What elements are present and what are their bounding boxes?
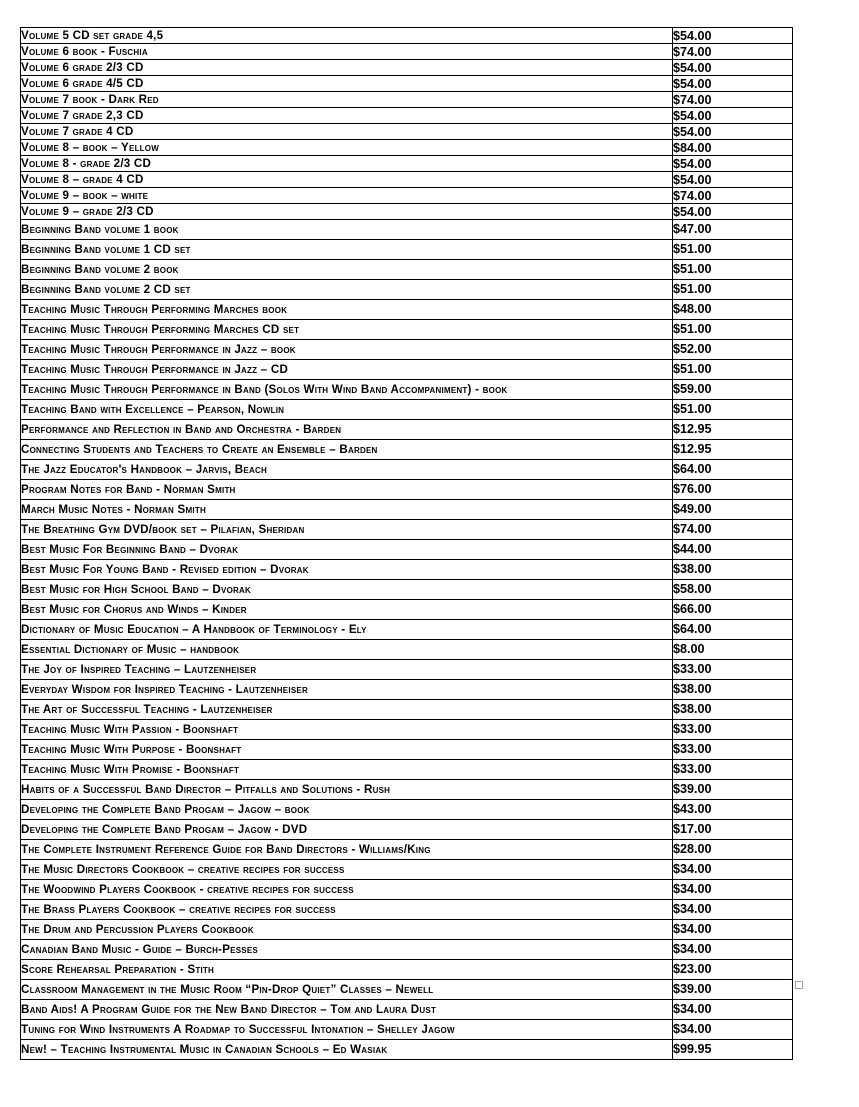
item-cell [21, 660, 673, 680]
table-row [21, 560, 793, 580]
item-cell [21, 360, 673, 380]
item-name: The Woodwind Players Cookbook - creative recipes for success [21, 882, 354, 896]
item-cell [21, 420, 673, 440]
item-price: $84.00 [673, 140, 712, 155]
item-cell [21, 580, 673, 600]
item-cell [21, 960, 673, 980]
item-price: $54.00 [673, 204, 712, 219]
item-cell [21, 680, 673, 700]
item-cell [21, 156, 673, 172]
item-cell [21, 440, 673, 460]
item-cell [21, 60, 673, 76]
item-name: Everyday Wisdom for Inspired Teaching - Lautzenheiser [21, 682, 308, 696]
item-name: New! – Teaching Instrumental Music in Canadian Schools – Ed Wasiak [21, 1042, 388, 1056]
item-name: Connecting Students and Teachers to Create an Ensemble – Barden [21, 442, 378, 456]
table-row [21, 980, 793, 1000]
item-price: $74.00 [673, 92, 712, 107]
price-cell [673, 124, 793, 140]
table-row [21, 320, 793, 340]
price-cell [673, 860, 793, 880]
item-name: Teaching Music Through Performance in Jazz – CD [21, 362, 289, 376]
item-cell [21, 700, 673, 720]
table-row [21, 360, 793, 380]
price-cell [673, 460, 793, 480]
item-price: $51.00 [673, 282, 712, 296]
item-cell [21, 880, 673, 900]
item-price: $34.00 [673, 882, 712, 896]
table-row [21, 540, 793, 560]
item-name: Teaching Music Through Performing Marches book [21, 302, 288, 316]
table-row [21, 240, 793, 260]
table-row [21, 660, 793, 680]
item-price: $12.95 [673, 442, 712, 456]
price-table [20, 27, 793, 1060]
item-name: Volume 7 grade 2,3 CD [21, 109, 144, 122]
price-cell [673, 400, 793, 420]
item-cell [21, 740, 673, 760]
item-price: $54.00 [673, 60, 712, 75]
price-cell [673, 44, 793, 60]
item-price: $52.00 [673, 342, 712, 356]
item-cell [21, 560, 673, 580]
item-price: $51.00 [673, 362, 712, 376]
item-price: $33.00 [673, 762, 712, 776]
item-name: Volume 9 – grade 2/3 CD [21, 205, 154, 218]
table-row [21, 920, 793, 940]
item-price: $48.00 [673, 302, 712, 316]
item-price: $54.00 [673, 172, 712, 187]
price-cell [673, 260, 793, 280]
item-cell [21, 620, 673, 640]
item-name: Habits of a Successful Band Director – Pitfalls and Solutions - Rush [21, 782, 391, 796]
price-cell [673, 320, 793, 340]
table-row [21, 1020, 793, 1040]
item-cell [21, 260, 673, 280]
item-name: Volume 5 CD set grade 4,5 [21, 29, 164, 42]
price-cell [673, 600, 793, 620]
table-row [21, 960, 793, 980]
item-price: $34.00 [673, 922, 712, 936]
item-cell [21, 860, 673, 880]
item-name: Best Music For Beginning Band – Dvorak [21, 542, 239, 556]
item-price: $12.95 [673, 422, 712, 436]
price-cell [673, 880, 793, 900]
item-price: $49.00 [673, 502, 712, 516]
item-name: Tuning for Wind Instruments A Roadmap to Successful Intonation – Shelley Jagow [21, 1022, 455, 1036]
price-cell [673, 740, 793, 760]
table-row [21, 760, 793, 780]
item-cell [21, 28, 673, 44]
price-cell [673, 760, 793, 780]
item-price: $76.00 [673, 482, 712, 496]
price-cell [673, 60, 793, 76]
price-cell [673, 156, 793, 172]
item-cell [21, 140, 673, 156]
item-name: March Music Notes - Norman Smith [21, 502, 206, 516]
table-row [21, 380, 793, 400]
table-row [21, 172, 793, 188]
item-price: $38.00 [673, 682, 712, 696]
price-cell [673, 920, 793, 940]
item-name: Program Notes for Band - Norman Smith [21, 482, 236, 496]
price-cell [673, 700, 793, 720]
item-price: $58.00 [673, 582, 712, 596]
table-row [21, 500, 793, 520]
table-row [21, 108, 793, 124]
table-row [21, 188, 793, 204]
table-row [21, 340, 793, 360]
price-cell [673, 92, 793, 108]
price-cell [673, 840, 793, 860]
item-cell [21, 380, 673, 400]
price-cell [673, 800, 793, 820]
table-row [21, 28, 793, 44]
item-cell [21, 980, 673, 1000]
item-name: The Music Directors Cookbook – creative recipes for success [21, 862, 345, 876]
item-name: The Art of Successful Teaching - Lautzenheiser [21, 702, 273, 716]
item-price: $34.00 [673, 942, 712, 956]
price-cell [673, 940, 793, 960]
item-name: Teaching Music Through Performing Marches CD set [21, 322, 300, 336]
table-row [21, 140, 793, 156]
item-cell [21, 188, 673, 204]
table-row [21, 220, 793, 240]
item-cell [21, 900, 673, 920]
item-name: Volume 9 – book – white [21, 189, 149, 202]
item-price: $64.00 [673, 462, 712, 476]
table-row [21, 900, 793, 920]
item-price: $34.00 [673, 862, 712, 876]
item-price: $44.00 [673, 542, 712, 556]
item-price: $8.00 [673, 642, 705, 656]
price-cell [673, 188, 793, 204]
item-cell [21, 340, 673, 360]
item-price: $54.00 [673, 28, 712, 43]
item-name: Canadian Band Music - Guide – Burch-Pesses [21, 942, 259, 956]
item-price: $38.00 [673, 702, 712, 716]
item-price: $33.00 [673, 742, 712, 756]
price-cell [673, 520, 793, 540]
item-cell [21, 940, 673, 960]
price-cell [673, 108, 793, 124]
item-name: Teaching Music Through Performance in Band (Solos With Wind Band Accompaniment) - book [21, 382, 508, 396]
item-cell [21, 400, 673, 420]
table-row [21, 840, 793, 860]
price-cell [673, 440, 793, 460]
price-cell [673, 340, 793, 360]
item-name: Volume 8 – grade 4 CD [21, 173, 144, 186]
item-name: Volume 8 - grade 2/3 CD [21, 157, 152, 170]
item-name: The Brass Players Cookbook – creative recipes for success [21, 902, 336, 916]
table-row [21, 204, 793, 220]
price-cell [673, 300, 793, 320]
item-name: The Drum and Percussion Players Cookbook [21, 922, 254, 936]
table-row [21, 1040, 793, 1060]
table-row [21, 440, 793, 460]
price-cell [673, 900, 793, 920]
price-cell [673, 500, 793, 520]
item-price: $99.95 [673, 1042, 712, 1056]
price-cell [673, 204, 793, 220]
item-name: Performance and Reflection in Band and Orchestra - Barden [21, 422, 342, 436]
table-row [21, 280, 793, 300]
item-name: Classroom Management in the Music Room “Pin-Drop Quiet” Classes – Newell [21, 982, 434, 996]
item-cell [21, 920, 673, 940]
table-row [21, 780, 793, 800]
price-cell [673, 140, 793, 156]
item-name: Developing the Complete Band Progam – Jagow – book [21, 802, 310, 816]
item-price: $39.00 [673, 982, 712, 996]
item-cell [21, 108, 673, 124]
item-price: $74.00 [673, 188, 712, 203]
table-resize-handle[interactable] [795, 981, 803, 989]
price-cell [673, 660, 793, 680]
item-cell [21, 640, 673, 660]
item-cell [21, 320, 673, 340]
item-price: $34.00 [673, 902, 712, 916]
item-name: Teaching Music With Promise - Boonshaft [21, 762, 240, 776]
price-cell [673, 960, 793, 980]
item-name: The Jazz Educator's Handbook – Jarvis, Beach [21, 462, 267, 476]
item-cell [21, 720, 673, 740]
item-price: $34.00 [673, 1002, 712, 1016]
item-price: $51.00 [673, 262, 712, 276]
item-price: $47.00 [673, 222, 712, 236]
item-cell [21, 124, 673, 140]
price-cell [673, 220, 793, 240]
price-table-body [21, 28, 793, 1060]
table-row [21, 580, 793, 600]
item-cell [21, 92, 673, 108]
item-cell [21, 500, 673, 520]
item-cell [21, 540, 673, 560]
item-name: Dictionary of Music Education – A Handbook of Terminology - Ely [21, 622, 367, 636]
price-cell [673, 640, 793, 660]
price-cell [673, 172, 793, 188]
item-price: $34.00 [673, 1022, 712, 1036]
table-row [21, 680, 793, 700]
price-cell [673, 720, 793, 740]
item-cell [21, 600, 673, 620]
item-price: $33.00 [673, 722, 712, 736]
table-row [21, 460, 793, 480]
item-cell [21, 760, 673, 780]
item-name: Beginning Band volume 1 book [21, 222, 179, 236]
item-cell [21, 280, 673, 300]
item-name: Beginning Band volume 2 book [21, 262, 179, 276]
item-name: Volume 8 – book – Yellow [21, 141, 160, 154]
item-cell [21, 1020, 673, 1040]
item-name: Teaching Music With Passion - Boonshaft [21, 722, 239, 736]
item-cell [21, 1000, 673, 1020]
item-name: The Joy of Inspired Teaching – Lautzenheiser [21, 662, 257, 676]
item-cell [21, 220, 673, 240]
table-row [21, 1000, 793, 1020]
table-row [21, 520, 793, 540]
table-row [21, 92, 793, 108]
table-row [21, 76, 793, 92]
price-cell [673, 560, 793, 580]
table-row [21, 880, 793, 900]
price-cell [673, 820, 793, 840]
item-cell [21, 780, 673, 800]
table-row [21, 800, 793, 820]
price-cell [673, 680, 793, 700]
item-price: $66.00 [673, 602, 712, 616]
item-cell [21, 240, 673, 260]
price-cell [673, 620, 793, 640]
table-row [21, 860, 793, 880]
item-name: Volume 6 grade 2/3 CD [21, 61, 144, 74]
item-price: $33.00 [673, 662, 712, 676]
item-name: Teaching Band with Excellence – Pearson, Nowlin [21, 402, 285, 416]
table-row [21, 640, 793, 660]
price-cell [673, 580, 793, 600]
item-price: $51.00 [673, 402, 712, 416]
item-cell [21, 840, 673, 860]
item-name: Teaching Music With Purpose - Boonshaft [21, 742, 242, 756]
item-price: $59.00 [673, 382, 712, 396]
table-row [21, 400, 793, 420]
price-cell [673, 420, 793, 440]
table-row [21, 620, 793, 640]
price-cell [673, 780, 793, 800]
item-price: $64.00 [673, 622, 712, 636]
item-name: Beginning Band volume 2 CD set [21, 282, 191, 296]
table-row [21, 740, 793, 760]
item-name: Volume 7 book - Dark Red [21, 93, 159, 106]
price-cell [673, 1020, 793, 1040]
item-price: $23.00 [673, 962, 712, 976]
table-row [21, 480, 793, 500]
price-cell [673, 76, 793, 92]
table-row [21, 820, 793, 840]
price-table-container [20, 27, 792, 1060]
item-cell [21, 172, 673, 188]
item-name: The Breathing Gym DVD/book set – Pilafian, Sheridan [21, 522, 305, 536]
item-name: Best Music for High School Band – Dvorak [21, 582, 252, 596]
item-price: $74.00 [673, 522, 712, 536]
table-row [21, 260, 793, 280]
item-price: $39.00 [673, 782, 712, 796]
item-cell [21, 300, 673, 320]
item-name: Developing the Complete Band Progam – Jagow - DVD [21, 822, 308, 836]
table-row [21, 60, 793, 76]
item-cell [21, 1040, 673, 1060]
item-price: $17.00 [673, 822, 712, 836]
item-name: Essential Dictionary of Music – handbook [21, 642, 240, 656]
item-price: $54.00 [673, 108, 712, 123]
item-price: $51.00 [673, 322, 712, 336]
item-cell [21, 44, 673, 60]
price-cell [673, 980, 793, 1000]
price-cell [673, 280, 793, 300]
item-price: $74.00 [673, 44, 712, 59]
item-cell [21, 480, 673, 500]
table-row [21, 44, 793, 60]
table-row [21, 940, 793, 960]
item-name: Volume 7 grade 4 CD [21, 125, 134, 138]
item-price: $28.00 [673, 842, 712, 856]
table-row [21, 700, 793, 720]
item-cell [21, 204, 673, 220]
price-cell [673, 1040, 793, 1060]
item-cell [21, 800, 673, 820]
item-name: Band Aids! A Program Guide for the New Band Director – Tom and Laura Dust [21, 1002, 437, 1016]
item-cell [21, 520, 673, 540]
table-row [21, 124, 793, 140]
price-cell [673, 1000, 793, 1020]
price-cell [673, 28, 793, 44]
table-row [21, 300, 793, 320]
item-name: Volume 6 grade 4/5 CD [21, 77, 144, 90]
item-price: $51.00 [673, 242, 712, 256]
item-name: Teaching Music Through Performance in Jazz – book [21, 342, 296, 356]
price-cell [673, 360, 793, 380]
price-cell [673, 380, 793, 400]
item-name: Best Music For Young Band - Revised edition – Dvorak [21, 562, 309, 576]
item-cell [21, 820, 673, 840]
item-name: Volume 6 book - Fuschia [21, 45, 148, 58]
item-cell [21, 460, 673, 480]
table-row [21, 156, 793, 172]
item-price: $38.00 [673, 562, 712, 576]
price-cell [673, 480, 793, 500]
item-name: Beginning Band volume 1 CD set [21, 242, 191, 256]
price-cell [673, 240, 793, 260]
item-price: $54.00 [673, 76, 712, 91]
table-row [21, 720, 793, 740]
item-price: $54.00 [673, 156, 712, 171]
item-name: Score Rehearsal Preparation - Stith [21, 962, 215, 976]
item-name: Best Music for Chorus and Winds – Kinder [21, 602, 247, 616]
price-cell [673, 540, 793, 560]
item-price: $43.00 [673, 802, 712, 816]
item-price: $54.00 [673, 124, 712, 139]
item-name: The Complete Instrument Reference Guide for Band Directors - Williams/King [21, 842, 431, 856]
table-row [21, 600, 793, 620]
item-cell [21, 76, 673, 92]
table-row [21, 420, 793, 440]
